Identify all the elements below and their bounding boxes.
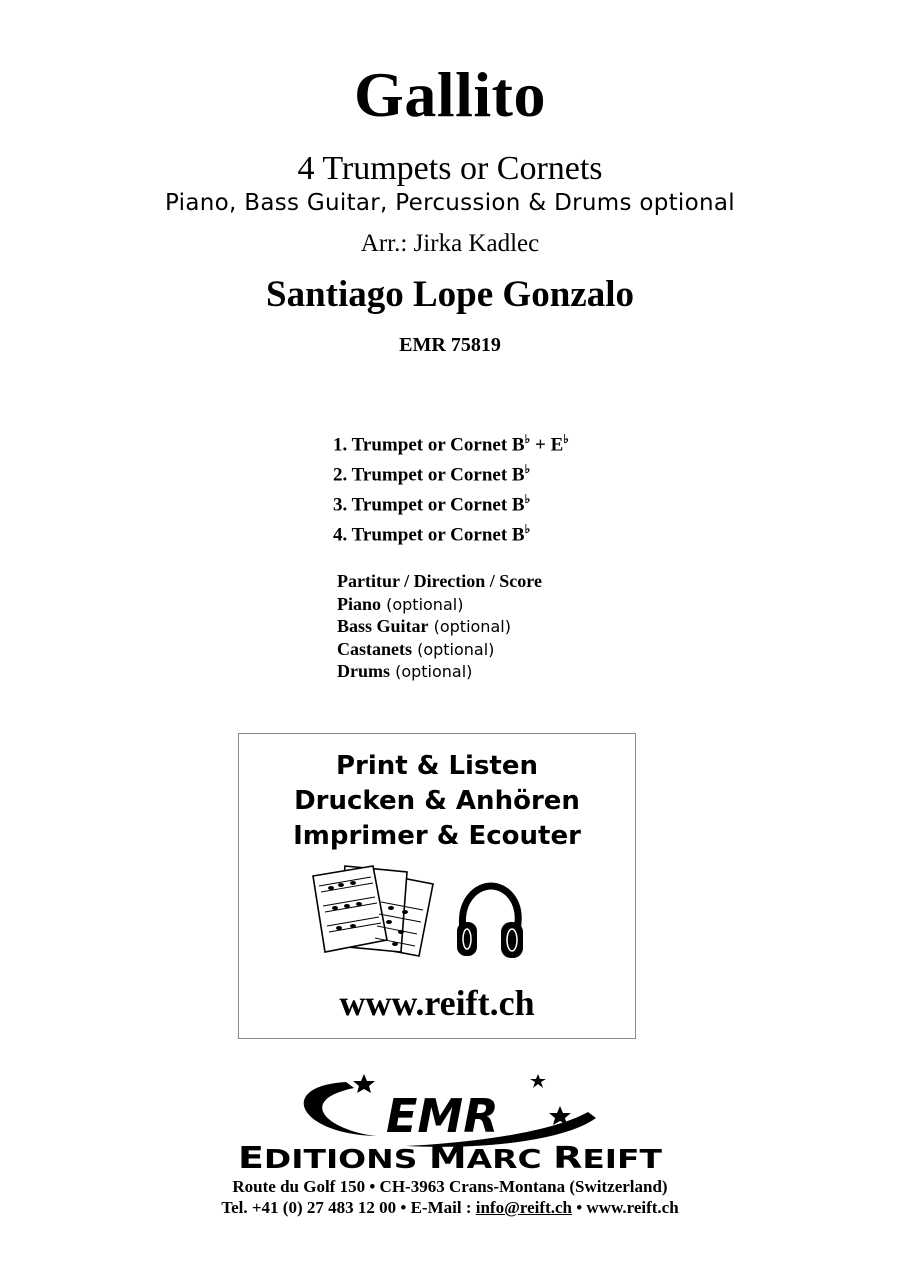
- emr-logo-text: EMR: [386, 1089, 499, 1143]
- part-item: 3. Trumpet or Cornet B♭: [333, 492, 531, 516]
- website-url[interactable]: www.reift.ch: [339, 983, 535, 1023]
- email-link[interactable]: info@reift.ch: [475, 1198, 572, 1217]
- publisher-name: E DITIONS M ARC R EIFT: [238, 1141, 646, 1170]
- catalog-number: EMR 75819: [399, 334, 501, 356]
- emr-logo: [236, 1070, 666, 1170]
- instrumentation: Piano, Bass Guitar, Percussion & Drums optional: [165, 190, 735, 216]
- promo-line-de: Drucken & Anhören: [294, 786, 580, 816]
- headphones-icon: [455, 882, 525, 960]
- parts-list: [333, 424, 569, 544]
- promo-line-en: Print & Listen: [335, 751, 539, 781]
- extras-list: [337, 570, 542, 683]
- publisher-contact: Tel. +41 (0) 27 483 12 00 • E-Mail : info@reift.ch • www.reift.ch: [221, 1198, 679, 1217]
- extra-item: Castanets (optional): [337, 638, 495, 659]
- composer: Santiago Lope Gonzalo: [266, 274, 634, 315]
- part-item: 1. Trumpet or Cornet B♭ + E♭: [333, 432, 569, 456]
- extra-item: Piano (optional): [337, 593, 464, 614]
- extra-item: Bass Guitar (optional): [337, 616, 511, 636]
- part-item: 4. Trumpet or Cornet B♭: [333, 522, 531, 546]
- print-listen-box: [238, 733, 636, 1039]
- page-title: Gallito: [354, 59, 546, 130]
- extra-item: Drums (optional): [337, 661, 473, 681]
- arranger: Arr.: Jirka Kadlec: [360, 230, 540, 257]
- promo-line-fr: Imprimer & Ecouter: [293, 821, 581, 851]
- sheet-music-icon: [311, 862, 439, 958]
- publisher-address: Route du Golf 150 • CH-3963 Crans-Montana (Switzerland): [232, 1177, 668, 1196]
- subtitle: 4 Trumpets or Cornets: [297, 150, 603, 187]
- extra-item: Partitur / Direction / Score: [337, 571, 542, 591]
- part-item: 2. Trumpet or Cornet B♭: [333, 462, 531, 486]
